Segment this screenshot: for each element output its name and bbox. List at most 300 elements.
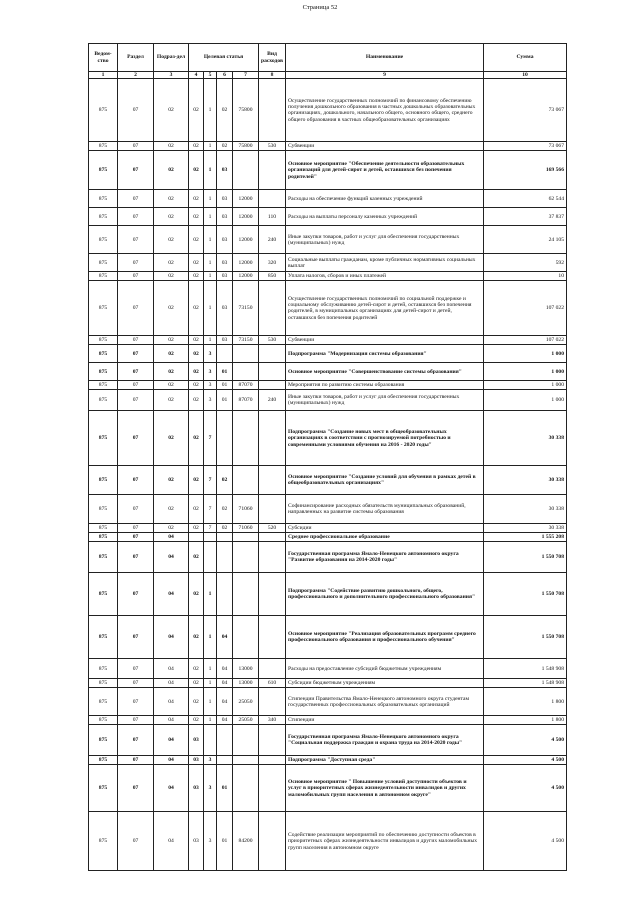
razdel-cell: 07: [118, 659, 154, 679]
vedom-cell: 875: [89, 142, 118, 151]
razdel-cell: 07: [118, 756, 154, 765]
sum-cell: 1 550 708: [484, 573, 567, 616]
sum-cell: 592: [484, 254, 567, 272]
column-number: 8: [259, 72, 286, 79]
vedom-cell: 875: [89, 151, 118, 190]
name-cell: Стипендии: [286, 716, 484, 725]
table-row: [89, 363, 567, 381]
expense-type-cell: 530: [259, 336, 286, 345]
razdel-cell: 07: [118, 616, 154, 659]
target-event-cell: [217, 345, 233, 363]
podrazdel-cell: 04: [154, 679, 189, 688]
target-code-cell: 12000: [233, 272, 259, 281]
target-event-cell: [217, 756, 233, 765]
target-event-cell: 04: [217, 616, 233, 659]
table-row: [89, 336, 567, 345]
target-event-cell: 01: [217, 381, 233, 390]
podrazdel-cell: 04: [154, 659, 189, 679]
vedom-cell: 875: [89, 524, 118, 533]
expense-type-cell: 520: [259, 524, 286, 533]
target-code-cell: 13000: [233, 679, 259, 688]
podrazdel-cell: 02: [154, 281, 189, 336]
target-subprogram-cell: 3: [204, 812, 217, 871]
podrazdel-cell: 04: [154, 756, 189, 765]
sum-cell: 107 022: [484, 336, 567, 345]
sum-cell: 30 338: [484, 524, 567, 533]
target-program-cell: 02: [189, 363, 204, 381]
target-subprogram-cell: 1: [204, 716, 217, 725]
expense-type-cell: 850: [259, 272, 286, 281]
razdel-cell: 07: [118, 281, 154, 336]
expense-type-cell: [259, 363, 286, 381]
vedom-cell: 875: [89, 272, 118, 281]
razdel-cell: 07: [118, 272, 154, 281]
razdel-cell: 07: [118, 142, 154, 151]
podrazdel-cell: 04: [154, 533, 189, 542]
expense-type-cell: 530: [259, 142, 286, 151]
name-cell: Субсидии: [286, 524, 484, 533]
razdel-cell: 07: [118, 381, 154, 390]
sum-cell: 37 837: [484, 208, 567, 226]
sum-cell: 62 544: [484, 190, 567, 208]
target-event-cell: 01: [217, 812, 233, 871]
sum-cell: 73 067: [484, 79, 567, 142]
expense-type-cell: [259, 495, 286, 524]
target-subprogram-cell: 1: [204, 688, 217, 716]
target-event-cell: 02: [217, 79, 233, 142]
target-program-cell: 02: [189, 716, 204, 725]
target-code-cell: [233, 756, 259, 765]
target-event-cell: 04: [217, 688, 233, 716]
target-event-cell: 01: [217, 765, 233, 812]
table-row: [89, 756, 567, 765]
table-row: [89, 142, 567, 151]
name-cell: Расходы на выплаты персоналу казенных учреждений: [286, 208, 484, 226]
razdel-cell: 07: [118, 495, 154, 524]
sum-cell: 1 000: [484, 390, 567, 411]
expense-type-cell: [259, 659, 286, 679]
razdel-cell: 07: [118, 336, 154, 345]
table-row: [89, 812, 567, 871]
podrazdel-cell: 04: [154, 616, 189, 659]
name-cell: Иные закупки товаров, работ и услуг для обеспечения государственных (муниципальных) нужд: [286, 226, 484, 254]
target-event-cell: [217, 411, 233, 466]
target-program-cell: 02: [189, 679, 204, 688]
target-code-cell: 73150: [233, 336, 259, 345]
table-row: [89, 524, 567, 533]
table-row: [89, 79, 567, 142]
podrazdel-cell: 02: [154, 390, 189, 411]
vedom-cell: 875: [89, 495, 118, 524]
name-cell: Содействие реализации мероприятий по обеспечению доступности объектов в приоритетных сферах жизнедеятельности инвалидов и других маломобильных групп населения в автономном округе: [286, 812, 484, 871]
name-cell: Подпрограмма "Содействие развитию дошкольного, общего, профессионального и дополнительного профессионального образования": [286, 573, 484, 616]
target-event-cell: 02: [217, 524, 233, 533]
podrazdel-cell: 04: [154, 716, 189, 725]
header-sum: Сумма: [484, 44, 567, 72]
razdel-cell: 07: [118, 524, 154, 533]
name-cell: Подпрограмма "Доступная среда": [286, 756, 484, 765]
header-target: Целевая статья: [189, 44, 259, 72]
expense-type-cell: [259, 542, 286, 573]
target-event-cell: 04: [217, 679, 233, 688]
column-number: 5: [204, 72, 217, 79]
table-row: [89, 659, 567, 679]
target-program-cell: 03: [189, 812, 204, 871]
name-cell: Основное мероприятие "Создание условий для обучения в рамках детей в общеобразовательных организациях": [286, 466, 484, 495]
razdel-cell: 07: [118, 765, 154, 812]
target-subprogram-cell: 3: [204, 765, 217, 812]
target-subprogram-cell: 1: [204, 573, 217, 616]
target-event-cell: [217, 533, 233, 542]
target-event-cell: 03: [217, 272, 233, 281]
target-event-cell: 02: [217, 466, 233, 495]
table-row: [89, 466, 567, 495]
vedom-cell: 875: [89, 688, 118, 716]
razdel-cell: 07: [118, 533, 154, 542]
razdel-cell: 07: [118, 466, 154, 495]
target-program-cell: 02: [189, 281, 204, 336]
expense-type-cell: [259, 466, 286, 495]
target-code-cell: [233, 725, 259, 756]
vedom-cell: 875: [89, 659, 118, 679]
name-cell: Иные закупки товаров, работ и услуг для обеспечения государственных (муниципальных) нужд: [286, 390, 484, 411]
target-program-cell: 02: [189, 390, 204, 411]
expense-type-cell: [259, 725, 286, 756]
header-podrazdel: Подраз-дел: [154, 44, 189, 72]
target-event-cell: 03: [217, 254, 233, 272]
vedom-cell: 875: [89, 79, 118, 142]
sum-cell: 169 566: [484, 151, 567, 190]
podrazdel-cell: 02: [154, 190, 189, 208]
page-label: Страница 52: [302, 4, 338, 11]
header-razdel: Раздел: [118, 44, 154, 72]
razdel-cell: 07: [118, 79, 154, 142]
header-name: Наименование: [286, 44, 484, 72]
vedom-cell: 875: [89, 254, 118, 272]
razdel-cell: 07: [118, 688, 154, 716]
sum-cell: 1 000: [484, 363, 567, 381]
table-row: [89, 533, 567, 542]
sum-cell: 30 338: [484, 466, 567, 495]
name-cell: Среднее профессиональное образование: [286, 533, 484, 542]
vedom-cell: 875: [89, 411, 118, 466]
name-cell: Основное мероприятие "Обеспечение деятельности образовательных организаций для детей-сирот и детей, оставшихся без попечения родителей": [286, 151, 484, 190]
target-subprogram-cell: [204, 533, 217, 542]
target-program-cell: 02: [189, 345, 204, 363]
target-code-cell: 12000: [233, 226, 259, 254]
target-program-cell: 02: [189, 688, 204, 716]
target-program-cell: 02: [189, 524, 204, 533]
table-row: [89, 725, 567, 756]
table-row: [89, 226, 567, 254]
target-subprogram-cell: 1: [204, 659, 217, 679]
target-program-cell: [189, 533, 204, 542]
target-subprogram-cell: 1: [204, 281, 217, 336]
sum-cell: 1 000: [484, 345, 567, 363]
target-code-cell: 12000: [233, 190, 259, 208]
podrazdel-cell: 04: [154, 688, 189, 716]
razdel-cell: 07: [118, 254, 154, 272]
podrazdel-cell: 02: [154, 79, 189, 142]
name-cell: Осуществление государственных полномочий по социальной поддержке и социальному обслуживанию детей-сирот и детей, оставшихся без попечения родителей, в муниципальных организациях для детей-сирот и детей, оставшихся без попечения родителей: [286, 281, 484, 336]
vedom-cell: 875: [89, 226, 118, 254]
target-code-cell: [233, 345, 259, 363]
expense-type-cell: [259, 151, 286, 190]
expense-type-cell: 610: [259, 679, 286, 688]
target-subprogram-cell: 1: [204, 142, 217, 151]
podrazdel-cell: 02: [154, 142, 189, 151]
name-cell: Уплата налогов, сборов и иных платежей: [286, 272, 484, 281]
target-program-cell: 02: [189, 381, 204, 390]
podrazdel-cell: 04: [154, 573, 189, 616]
sum-cell: 1 800: [484, 688, 567, 716]
vedom-cell: 875: [89, 573, 118, 616]
vedom-cell: 875: [89, 679, 118, 688]
table-row: [89, 190, 567, 208]
target-code-cell: [233, 542, 259, 573]
column-number: 1: [89, 72, 118, 79]
name-cell: Субвенции: [286, 336, 484, 345]
podrazdel-cell: 02: [154, 495, 189, 524]
vedom-cell: 875: [89, 542, 118, 573]
target-code-cell: [233, 533, 259, 542]
name-cell: Расходы на предоставление субсидий бюджетным учреждениям: [286, 659, 484, 679]
podrazdel-cell: 02: [154, 151, 189, 190]
target-subprogram-cell: 3: [204, 381, 217, 390]
target-program-cell: 02: [189, 542, 204, 573]
table-row: [89, 616, 567, 659]
header-vedom: Ведом-ство: [89, 44, 118, 72]
target-program-cell: 02: [189, 616, 204, 659]
name-cell: Субсидии бюджетным учреждениям: [286, 679, 484, 688]
target-subprogram-cell: 3: [204, 363, 217, 381]
target-subprogram-cell: 1: [204, 336, 217, 345]
table-row: [89, 272, 567, 281]
vedom-cell: 875: [89, 812, 118, 871]
target-event-cell: 03: [217, 208, 233, 226]
sum-cell: 4 500: [484, 756, 567, 765]
sum-cell: 1 555 208: [484, 533, 567, 542]
column-number: 2: [118, 72, 154, 79]
sum-cell: 107 022: [484, 281, 567, 336]
column-number-row: [89, 72, 567, 79]
podrazdel-cell: 02: [154, 524, 189, 533]
target-code-cell: [233, 616, 259, 659]
column-number: 3: [154, 72, 189, 79]
target-event-cell: 03: [217, 151, 233, 190]
name-cell: Подпрограмма "Создание новых мест в общеобразовательных организациях в соответствии с прогнозируемой потребностью и современными условиями обучения на 2016 - 2020 годы": [286, 411, 484, 466]
target-program-cell: 02: [189, 659, 204, 679]
target-program-cell: 02: [189, 79, 204, 142]
razdel-cell: 07: [118, 716, 154, 725]
target-code-cell: 25050: [233, 716, 259, 725]
target-code-cell: 75800: [233, 142, 259, 151]
expense-type-cell: [259, 190, 286, 208]
target-subprogram-cell: 1: [204, 79, 217, 142]
expense-type-cell: 240: [259, 226, 286, 254]
column-number: 6: [217, 72, 233, 79]
table-row: [89, 688, 567, 716]
vedom-cell: 875: [89, 363, 118, 381]
target-program-cell: 02: [189, 411, 204, 466]
expense-type-cell: [259, 573, 286, 616]
table-row: [89, 716, 567, 725]
expense-type-cell: [259, 381, 286, 390]
target-code-cell: 75800: [233, 79, 259, 142]
target-program-cell: 02: [189, 336, 204, 345]
name-cell: Основное мероприятие " Повышение условий доступности объектов и услуг в приоритетных сферах жизнедеятельности инвалидов и других маломобильных групп населения в автономном округе": [286, 765, 484, 812]
target-subprogram-cell: 1: [204, 208, 217, 226]
target-code-cell: 87070: [233, 390, 259, 411]
vedom-cell: 875: [89, 281, 118, 336]
target-program-cell: 02: [189, 208, 204, 226]
target-program-cell: 03: [189, 765, 204, 812]
name-cell: Государственная программа Ямало-Ненецкого автономного округа "Социальная поддержка граждан и охрана труда на 2014-2020 годы": [286, 725, 484, 756]
podrazdel-cell: 02: [154, 254, 189, 272]
target-event-cell: 03: [217, 281, 233, 336]
vedom-cell: 875: [89, 725, 118, 756]
expense-type-cell: [259, 281, 286, 336]
vedom-cell: 875: [89, 616, 118, 659]
sum-cell: 10: [484, 272, 567, 281]
vedom-cell: 875: [89, 533, 118, 542]
target-subprogram-cell: 1: [204, 151, 217, 190]
target-code-cell: 71060: [233, 495, 259, 524]
target-subprogram-cell: 1: [204, 679, 217, 688]
razdel-cell: 07: [118, 411, 154, 466]
sum-cell: 1 548 908: [484, 679, 567, 688]
target-subprogram-cell: 7: [204, 466, 217, 495]
expense-type-cell: 110: [259, 208, 286, 226]
target-subprogram-cell: 1: [204, 190, 217, 208]
target-program-cell: 02: [189, 151, 204, 190]
expense-type-cell: [259, 688, 286, 716]
target-program-cell: 02: [189, 272, 204, 281]
target-subprogram-cell: 1: [204, 254, 217, 272]
razdel-cell: 07: [118, 208, 154, 226]
name-cell: Расходы на обеспечение функций казенных учреждений: [286, 190, 484, 208]
razdel-cell: 07: [118, 190, 154, 208]
sum-cell: 4 500: [484, 765, 567, 812]
podrazdel-cell: 02: [154, 411, 189, 466]
target-subprogram-cell: [204, 725, 217, 756]
table-row: [89, 381, 567, 390]
sum-cell: 30 338: [484, 495, 567, 524]
target-program-cell: 02: [189, 495, 204, 524]
vedom-cell: 875: [89, 716, 118, 725]
podrazdel-cell: 02: [154, 226, 189, 254]
target-program-cell: 02: [189, 254, 204, 272]
target-code-cell: 84200: [233, 812, 259, 871]
target-subprogram-cell: 3: [204, 390, 217, 411]
expense-type-cell: [259, 616, 286, 659]
table-row: [89, 495, 567, 524]
table-row: [89, 679, 567, 688]
target-code-cell: 25050: [233, 688, 259, 716]
vedom-cell: 875: [89, 345, 118, 363]
razdel-cell: 07: [118, 151, 154, 190]
target-code-cell: 71060: [233, 524, 259, 533]
target-event-cell: 01: [217, 363, 233, 381]
razdel-cell: 07: [118, 679, 154, 688]
expense-type-cell: [259, 345, 286, 363]
target-code-cell: 73150: [233, 281, 259, 336]
target-subprogram-cell: 7: [204, 495, 217, 524]
target-event-cell: 02: [217, 142, 233, 151]
podrazdel-cell: 02: [154, 272, 189, 281]
podrazdel-cell: 02: [154, 381, 189, 390]
target-event-cell: 04: [217, 716, 233, 725]
target-event-cell: 04: [217, 659, 233, 679]
vedom-cell: 875: [89, 390, 118, 411]
razdel-cell: 07: [118, 390, 154, 411]
expense-type-cell: 340: [259, 716, 286, 725]
target-subprogram-cell: 3: [204, 756, 217, 765]
target-subprogram-cell: 1: [204, 226, 217, 254]
vedom-cell: 875: [89, 190, 118, 208]
table-row: [89, 208, 567, 226]
name-cell: Софинансирование расходных обязательств муниципальных образований, направленных на развитие системы образования: [286, 495, 484, 524]
table-row: [89, 765, 567, 812]
table-row: [89, 151, 567, 190]
target-event-cell: 03: [217, 336, 233, 345]
budget-table: [88, 43, 567, 871]
podrazdel-cell: 04: [154, 765, 189, 812]
table-row: [89, 542, 567, 573]
table-row: [89, 411, 567, 466]
target-event-cell: [217, 725, 233, 756]
podrazdel-cell: 02: [154, 336, 189, 345]
name-cell: Субвенции: [286, 142, 484, 151]
expense-type-cell: [259, 79, 286, 142]
table-row: [89, 345, 567, 363]
table-row: [89, 573, 567, 616]
target-program-cell: 03: [189, 756, 204, 765]
expense-type-cell: [259, 765, 286, 812]
podrazdel-cell: 02: [154, 363, 189, 381]
target-code-cell: [233, 411, 259, 466]
razdel-cell: 07: [118, 812, 154, 871]
name-cell: Стипендии Правительства Ямало-Ненецкого автономного округа студентам государственных профессиональных образовательных организаций: [286, 688, 484, 716]
target-program-cell: 02: [189, 190, 204, 208]
target-event-cell: [217, 573, 233, 616]
vedom-cell: 875: [89, 765, 118, 812]
podrazdel-cell: 02: [154, 208, 189, 226]
name-cell: Осуществление государственных полномочий по финансовому обеспечению получения дошкольного образования в частных дошкольных образовательных организациях, дошкольного, начального общего, основного общего, среднего общего образования в частных общеобразовательных организациях: [286, 79, 484, 142]
target-program-cell: 02: [189, 142, 204, 151]
vedom-cell: 875: [89, 466, 118, 495]
name-cell: Основное мероприятие "Совершенствование системы образования": [286, 363, 484, 381]
expense-type-cell: 320: [259, 254, 286, 272]
sum-cell: 24 105: [484, 226, 567, 254]
column-number: 9: [286, 72, 484, 79]
target-code-cell: [233, 466, 259, 495]
target-event-cell: 03: [217, 190, 233, 208]
target-event-cell: 01: [217, 390, 233, 411]
podrazdel-cell: 02: [154, 466, 189, 495]
target-event-cell: 02: [217, 495, 233, 524]
sum-cell: 30 338: [484, 411, 567, 466]
name-cell: Основное мероприятие "Реализация образовательных программ среднего профессионального образования и профессионального обучения": [286, 616, 484, 659]
table-row: [89, 281, 567, 336]
target-code-cell: 12000: [233, 208, 259, 226]
razdel-cell: 07: [118, 725, 154, 756]
target-code-cell: [233, 765, 259, 812]
sum-cell: 1 548 908: [484, 659, 567, 679]
target-code-cell: [233, 151, 259, 190]
target-subprogram-cell: 3: [204, 345, 217, 363]
sum-cell: 1 800: [484, 716, 567, 725]
